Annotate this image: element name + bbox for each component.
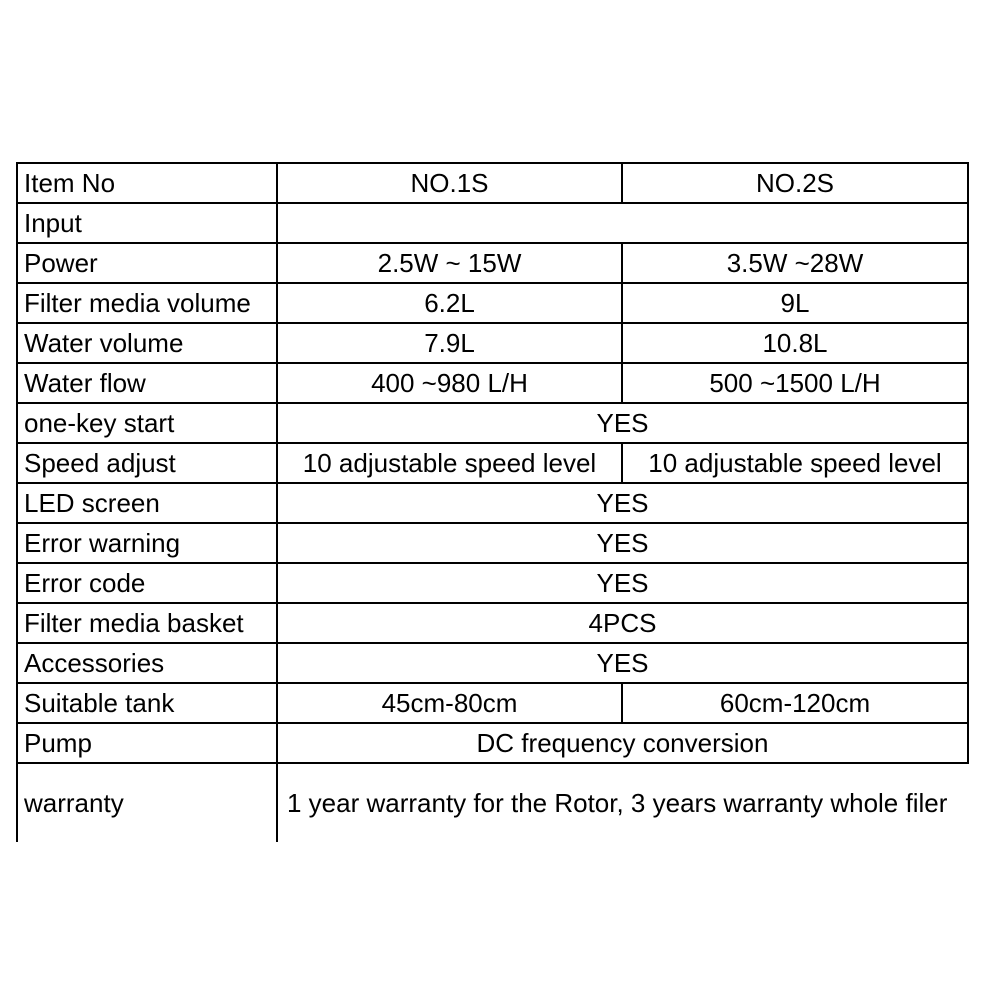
cell-value: 7.9L (277, 323, 622, 363)
cell-value: YES (277, 643, 968, 683)
row-label: Filter media basket (17, 603, 277, 643)
cell-value (277, 203, 968, 243)
row-label: one-key start (17, 403, 277, 443)
cell-value: YES (277, 483, 968, 523)
row-label: Filter media volume (17, 283, 277, 323)
table-row-led-screen (17, 483, 968, 523)
row-label: Speed adjust (17, 443, 277, 483)
cell-value: YES (277, 403, 968, 443)
table-row-water-volume (17, 323, 968, 363)
table-row-accessories (17, 643, 968, 683)
table-row-water-flow (17, 363, 968, 403)
spec-table (16, 162, 969, 842)
cell-value: 10 adjustable speed level (277, 443, 622, 483)
row-label: Pump (17, 723, 277, 763)
table-row-warranty (17, 763, 968, 842)
cell-value: DC frequency conversion (277, 723, 968, 763)
row-label: LED screen (17, 483, 277, 523)
table-row-suitable-tank (17, 683, 968, 723)
cell-value: 1 year warranty for the Rotor, 3 years warranty whole filer (277, 763, 968, 842)
cell-value: 6.2L (277, 283, 622, 323)
column-header-no1s: NO.1S (277, 163, 622, 203)
cell-value: 60cm-120cm (622, 683, 968, 723)
cell-value: 9L (622, 283, 968, 323)
row-label: Accessories (17, 643, 277, 683)
column-header-no2s: NO.2S (622, 163, 968, 203)
row-label: Input (17, 203, 277, 243)
table-row-error-warning (17, 523, 968, 563)
table-row-input (17, 203, 968, 243)
table-row-filter-media-basket (17, 603, 968, 643)
cell-value: 4PCS (277, 603, 968, 643)
cell-value: 10.8L (622, 323, 968, 363)
row-label: Suitable tank (17, 683, 277, 723)
row-label: Power (17, 243, 277, 283)
cell-value: 10 adjustable speed level (622, 443, 968, 483)
cell-value: 400 ~980 L/H (277, 363, 622, 403)
cell-value: 45cm-80cm (277, 683, 622, 723)
row-label: Error warning (17, 523, 277, 563)
row-label: warranty (17, 763, 277, 842)
table-row-pump (17, 723, 968, 763)
row-label: Item No (17, 163, 277, 203)
cell-value: 2.5W ~ 15W (277, 243, 622, 283)
cell-value: 500 ~1500 L/H (622, 363, 968, 403)
row-label: Water volume (17, 323, 277, 363)
cell-value: YES (277, 563, 968, 603)
table-row-error-code (17, 563, 968, 603)
table-row-speed-adjust (17, 443, 968, 483)
row-label: Error code (17, 563, 277, 603)
cell-value: YES (277, 523, 968, 563)
table-row-power (17, 243, 968, 283)
table-row-item-no (17, 163, 968, 203)
cell-value: 3.5W ~28W (622, 243, 968, 283)
row-label: Water flow (17, 363, 277, 403)
table-row-filter-media-volume (17, 283, 968, 323)
table-row-one-key-start (17, 403, 968, 443)
